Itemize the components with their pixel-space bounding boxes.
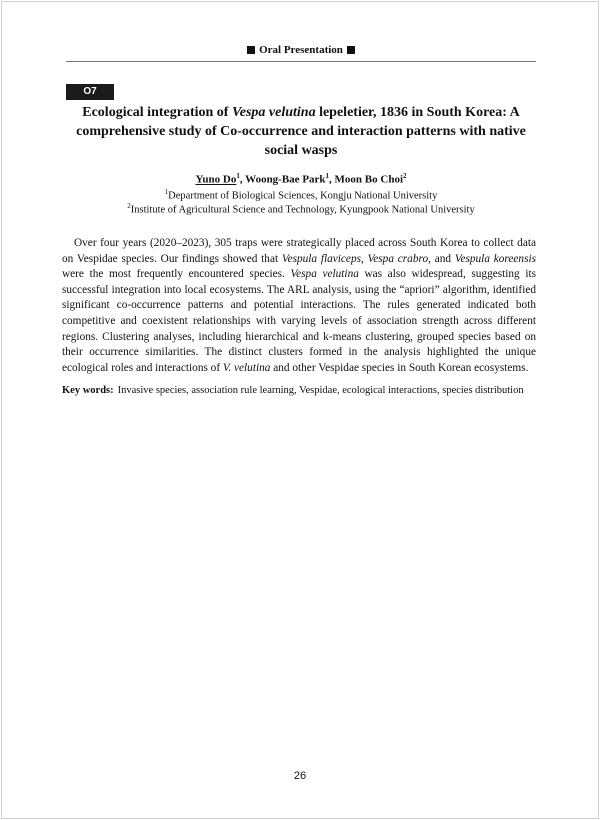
square-bullet-icon <box>247 46 255 54</box>
page-number: 26 <box>293 770 307 782</box>
title-part-2: lepeletier, 1836 in South Korea: A comprehensive study of Co-occurrence and interaction patterns with native social wasps <box>76 105 526 158</box>
abstract-text: , and <box>428 252 455 265</box>
author-affiliation-mark: 1 <box>325 172 330 180</box>
affiliation-text: Institute of Agricultural Science and Technology, Kyungpook National University <box>130 204 475 216</box>
abstract-species-name: Vespa crabro <box>367 252 429 265</box>
author-separator: , <box>329 173 335 186</box>
affiliation-mark: 1 <box>164 188 169 196</box>
author-name: Yuno Do <box>195 173 237 186</box>
affiliation-mark: 2 <box>127 202 131 210</box>
abstract-text: were the most frequently encountered species. <box>62 268 291 281</box>
abstract-species-name: Vespa velutina <box>290 268 359 281</box>
author-affiliation-mark: 1 <box>236 172 240 180</box>
presentation-code-badge: O7 <box>66 84 114 100</box>
keywords-line <box>62 385 542 396</box>
author-separator: , <box>239 173 246 186</box>
paper-title <box>62 103 540 160</box>
title-species-name: Vespa velutina <box>231 105 316 120</box>
abstract-text: was also widespread, suggesting its successful integration into local ecosystems. The ARL analysis, using the “apriori” algorithm, identified significant co-occurrence patterns and potential interactions. The rules generated indicated both competitive and coexistent relationships with varying levels of association strength across different regions. Clustering analyses, including hierarchical and k-means clustering, grouped species based on their occurrence similarities. The distinct clusters formed in the analysis highlighted the unique ecological roles and interactions of <box>62 268 537 374</box>
abstract-text: and other Vespidae species in South Korean ecosystems. <box>270 361 529 374</box>
section-header-label: Oral Presentation <box>259 44 343 56</box>
header-divider <box>66 61 536 62</box>
abstract-paragraph <box>62 236 536 376</box>
section-header <box>66 44 536 56</box>
author-list <box>66 172 536 186</box>
abstract-species-name: Vespula koreensis <box>454 252 537 265</box>
keywords-text: Invasive species, association rule learning, Vespidae, ecological interactions, species distribution <box>117 385 524 396</box>
square-bullet-icon <box>347 46 355 54</box>
title-part-1: Ecological integration of <box>82 105 232 120</box>
keywords-label: Key words: <box>62 385 114 396</box>
author-affiliation-mark: 2 <box>403 172 407 180</box>
author-name: Woong-Bae Park <box>245 173 326 186</box>
abstract-text: Over four years (2020–2023), 305 traps were strategically placed across South Korea to collect data on Vespidae species. Our findings showed that <box>62 237 536 265</box>
affiliation <box>66 202 536 216</box>
affiliation-text: Department of Biological Sciences, Kongju National University <box>168 190 438 202</box>
abstract-species-name: V. velutina <box>222 361 271 374</box>
abstract-species-name: Vespula flaviceps <box>281 252 361 265</box>
author-name: Moon Bo Choi <box>334 173 404 186</box>
affiliation <box>66 188 536 202</box>
abstract-text: , <box>361 252 368 265</box>
